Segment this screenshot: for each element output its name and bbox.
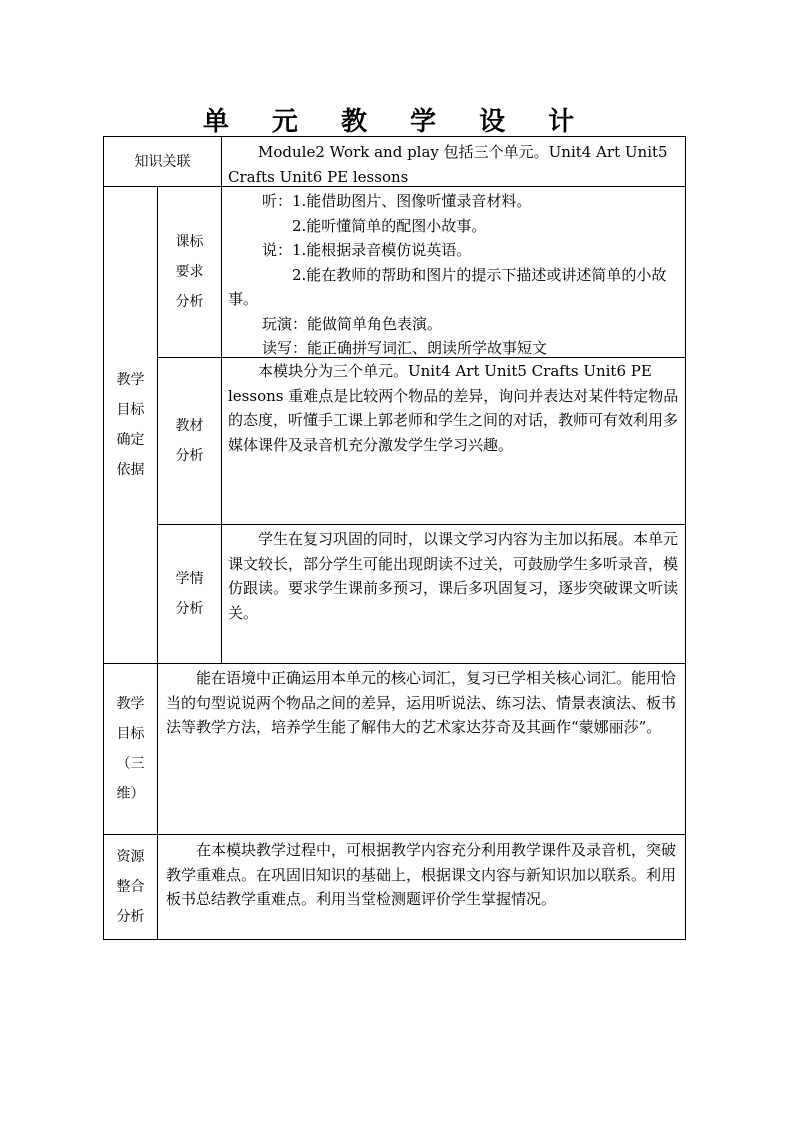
knowledge-label: 知识关联 bbox=[134, 153, 191, 170]
resources-label-line: 分析 bbox=[116, 909, 145, 925]
goals-label-cell bbox=[103, 663, 158, 835]
learner-label-line: 分析 bbox=[175, 601, 204, 617]
material-label-cell bbox=[157, 357, 222, 525]
curriculum-line: 玩演：能做简单角色表演。 bbox=[262, 314, 443, 333]
curriculum-line: 2.能在教师的帮助和图片的提示下描述或讲述简单的小故事。 bbox=[228, 265, 667, 308]
goals-label-line: （三 bbox=[116, 756, 145, 772]
material-label-line: 教材 bbox=[175, 418, 204, 434]
basis-label-line: 教学 bbox=[116, 372, 145, 388]
basis-label-line: 依据 bbox=[116, 462, 145, 478]
learner-text: 学生在复习巩固的同时，以课文学习内容为主加以拓展。本单元课文较长，部分学生可能出现朗读不过关，可鼓励学生多听录音，模仿跟读。要求学生课前多预习，课后多巩固复习，逐步突破课文听读关。 bbox=[228, 530, 679, 622]
material-content-cell bbox=[221, 357, 686, 525]
resources-text: 在本模块教学过程中，可根据教学内容充分利用教学课件及录音机，突破教学重难点。在巩固旧知识的基础上，根据课文内容与新知识加以联系。利用板书总结教学重难点。利用当堂检测题评价学生掌握情况。 bbox=[166, 841, 677, 908]
lesson-design-table bbox=[103, 136, 686, 940]
resources-label-cell bbox=[103, 834, 158, 940]
curriculum-line: 读写：能正确拼写词汇、朗读所学故事短文 bbox=[262, 339, 548, 357]
learner-label-line: 学情 bbox=[175, 571, 204, 587]
curriculum-label-line: 课标 bbox=[175, 234, 204, 250]
curriculum-line: 听：1.能借助图片、图像听懂录音材料。 bbox=[262, 192, 532, 210]
learner-content-cell bbox=[221, 524, 686, 664]
knowledge-text: Module2 Work and play 包括三个单元。Unit4 Art Unit5 Crafts Unit6 PE lessons bbox=[228, 143, 668, 186]
curriculum-line: 2.能听懂简单的配图小故事。 bbox=[292, 216, 487, 235]
page-title: 单 元 教 学 设 计 bbox=[202, 107, 592, 137]
goals-text: 能在语境中正确运用本单元的核心词汇，复习已学相关核心词汇。能用恰当的句型说说两个物品之间的差异，运用听说法、练习法、情景表演法、板书法等教学方法，培养学生能了解伟大的艺术家达芬奇及其画作“蒙娜丽莎”。 bbox=[166, 669, 677, 736]
curriculum-line: 说：1.能根据录音模仿说英语。 bbox=[262, 241, 472, 259]
curriculum-content-cell bbox=[221, 186, 686, 358]
learner-label-cell bbox=[157, 524, 222, 664]
basis-label-line: 目标 bbox=[116, 402, 145, 418]
material-label-line: 分析 bbox=[175, 448, 204, 464]
goals-content-cell bbox=[157, 663, 686, 835]
goals-label-line: 目标 bbox=[116, 726, 145, 742]
resources-label-line: 整合 bbox=[116, 879, 145, 895]
goals-label-line: 维） bbox=[116, 786, 145, 802]
resources-content-cell bbox=[157, 834, 686, 940]
knowledge-content-cell bbox=[221, 136, 686, 187]
goals-label-line: 教学 bbox=[116, 696, 145, 712]
curriculum-label-line: 要求 bbox=[175, 264, 204, 280]
knowledge-label-cell bbox=[103, 136, 222, 187]
curriculum-label-line: 分析 bbox=[175, 294, 204, 310]
basis-label-cell bbox=[103, 186, 158, 664]
curriculum-label-cell bbox=[157, 186, 222, 358]
resources-label-line: 资源 bbox=[116, 849, 145, 865]
basis-label-line: 确定 bbox=[116, 432, 145, 448]
material-text: 本模块分为三个单元。Unit4 Art Unit5 Crafts Unit6 PE lessons 重难点是比较两个物品的差异，询问并表达对某件特定物品的态度，听懂手工课上郭老师和学生之间的对话，教师可有效利用多媒体课件及录音机充分激发学生学习兴趣。 bbox=[228, 362, 679, 454]
